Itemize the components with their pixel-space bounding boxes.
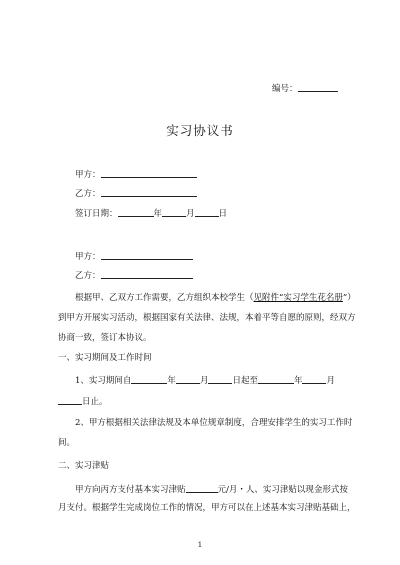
sign-date-year-blank	[118, 207, 154, 217]
start-month-label: 月	[199, 376, 209, 386]
party-b-blank	[101, 187, 197, 197]
page-title: 实习协议书	[166, 123, 234, 138]
document-number-label: 编号：	[272, 84, 298, 94]
intro-line-3: 协商一致，签订本协议。	[58, 333, 152, 343]
end-month-label: 月	[326, 376, 335, 386]
section-1-item-1-cont	[58, 395, 108, 408]
item-1-prefix: 1、实习期间自	[75, 376, 132, 386]
section-2-line-1	[75, 483, 348, 496]
end-year-label: 年	[293, 376, 303, 386]
sign-date-month: 月	[186, 209, 195, 219]
intro-line-1	[75, 293, 356, 304]
start-month-blank	[176, 374, 200, 384]
sign-date-day-blank	[195, 207, 219, 217]
party-b-bottom	[75, 269, 193, 282]
end-day-blank	[58, 395, 82, 405]
item-1-end: 日止。	[82, 397, 108, 407]
document-number	[272, 82, 338, 95]
party-a-bottom	[75, 250, 193, 263]
party-a-top	[75, 168, 197, 181]
intro-line-2: 到甲方开展实习活动，根据国家有关法律、法规，本着平等自愿的原则，经双方	[58, 313, 356, 323]
item-1-mid: 日起至	[232, 376, 258, 386]
start-year-blank	[131, 374, 167, 384]
section-2-heading: 二、实习津贴	[58, 461, 110, 471]
start-day-blank	[208, 374, 232, 384]
sign-date-year: 年	[153, 209, 163, 219]
party-b-label: 乙方：	[75, 189, 101, 199]
end-month-blank	[302, 374, 326, 384]
section-1-item-2-line-1: 2、甲方根据相关法律法规及本单位规章制度，合理安排学生的实习工作时	[75, 418, 353, 428]
attachment-reference: 见附件“实习学生花名册	[253, 293, 343, 303]
party-b-bottom-blank	[101, 269, 193, 279]
stipend-amount-blank	[186, 483, 218, 493]
intro-text-b: ”）	[342, 293, 356, 303]
party-a-bottom-blank	[101, 250, 193, 260]
party-a-bottom-label: 甲方：	[75, 252, 101, 262]
stipend-text-b: 元/月・人、实习津贴以现金形式按	[217, 485, 348, 495]
party-b-bottom-label: 乙方：	[75, 271, 101, 281]
party-b-top	[75, 187, 197, 200]
party-a-label: 甲方：	[75, 170, 101, 180]
stipend-text-a: 甲方向丙方支付基本实习津贴	[75, 485, 186, 495]
sign-date-day: 日	[218, 209, 228, 219]
start-year-label: 年	[167, 376, 176, 386]
sign-date-month-blank	[162, 207, 186, 217]
party-a-blank	[101, 168, 197, 178]
page-number: 1	[197, 541, 203, 549]
end-year-blank	[258, 374, 294, 384]
sign-date	[75, 207, 227, 220]
section-2-line-2: 月支付。根据学生完成岗位工作的情况，甲方可以在上述基本实习津贴基础上，	[58, 503, 356, 513]
section-1-heading: 一、实习期间及工作时间	[58, 353, 152, 363]
document-number-blank	[298, 82, 338, 92]
section-1-item-1	[75, 374, 335, 387]
intro-text-a: 根据甲、乙双方工作需要，乙方组织本校学生（	[75, 293, 254, 303]
section-1-item-2-line-2: 间。	[58, 438, 76, 448]
sign-date-label: 签订日期：	[75, 209, 118, 219]
